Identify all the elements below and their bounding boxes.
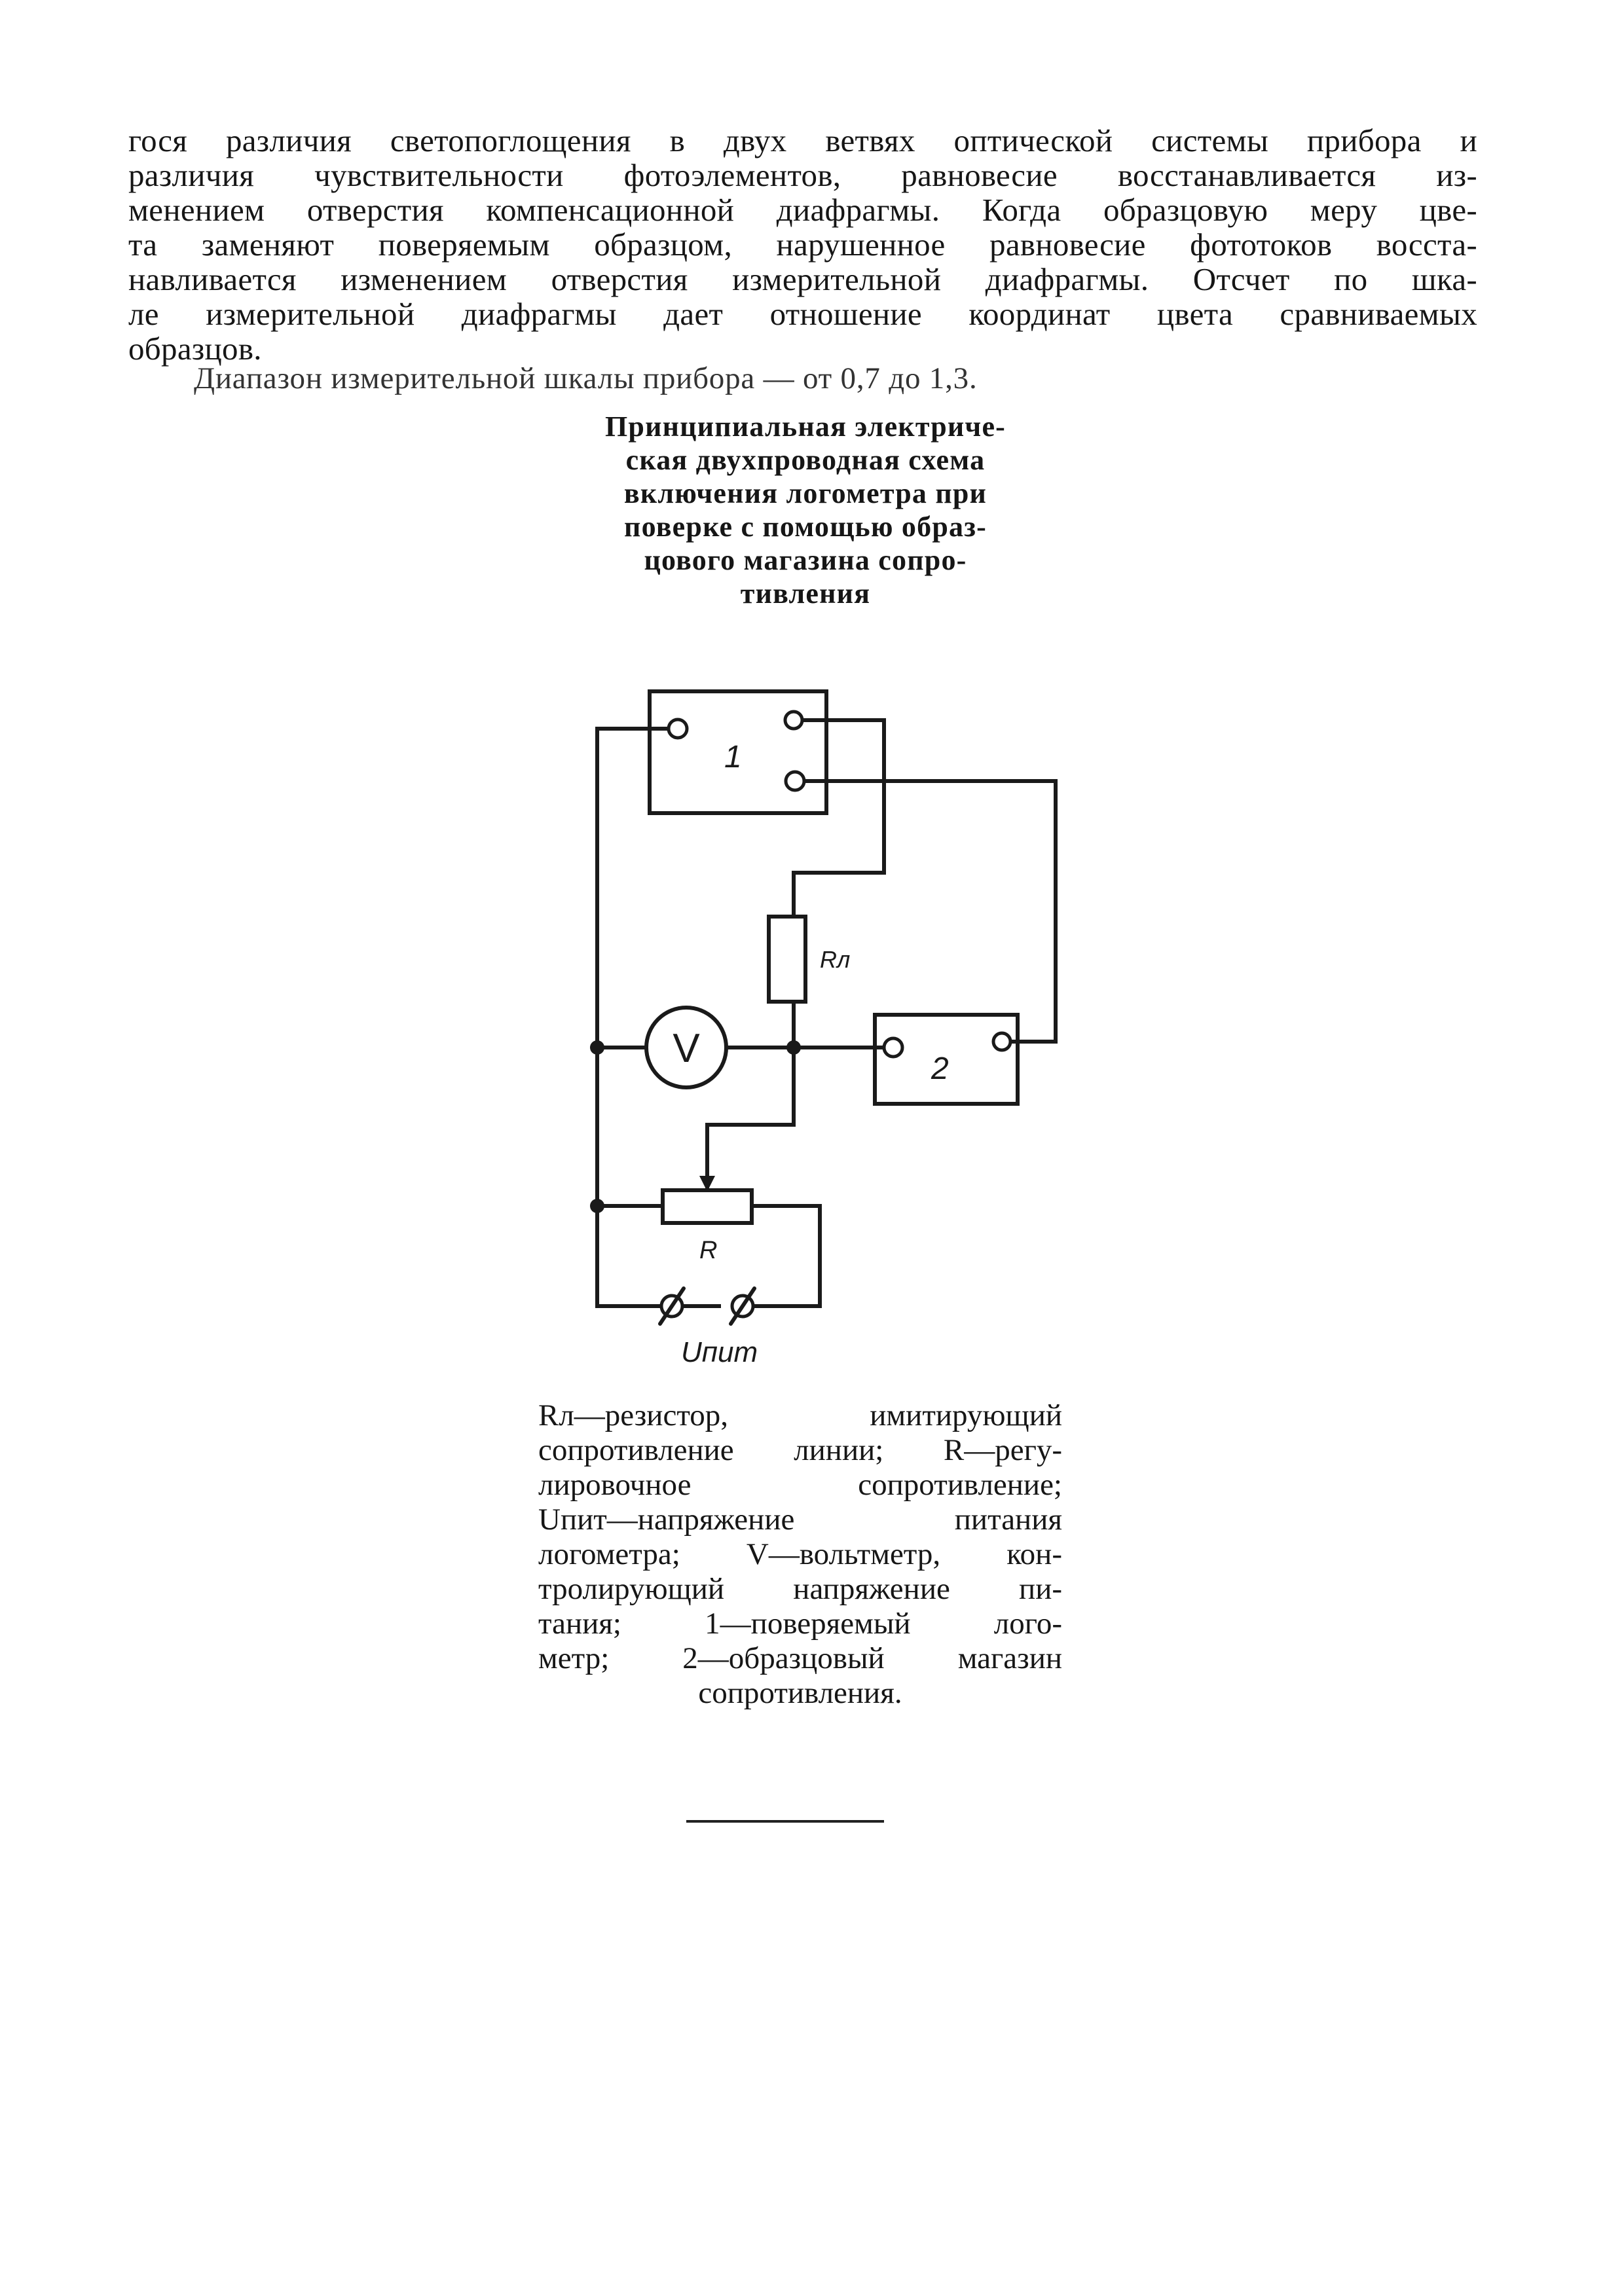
figure-title-line: включения логометра при xyxy=(623,477,987,509)
caption-line: Rл—резистор, имитирующий xyxy=(538,1398,1062,1432)
circuit-diagram xyxy=(563,674,1087,1381)
adjust-resistor xyxy=(663,1190,752,1223)
logometer-terminal-bottom-right xyxy=(786,772,804,790)
figure-title-line: тивления xyxy=(740,577,871,610)
body-line: образцов. xyxy=(128,331,262,367)
logometer-terminal-top-right xyxy=(785,712,802,729)
figure-caption xyxy=(538,1398,1062,1711)
body-line: менением отверстия компенсационной диафрагмы. Когда образцовую меру цве- xyxy=(128,192,1477,228)
box-terminal-right xyxy=(993,1033,1010,1050)
body-paragraph xyxy=(128,123,1477,366)
caption-line: тания; 1—поверяемый лого- xyxy=(538,1607,1062,1641)
figure-title xyxy=(537,410,1074,610)
caption-line: логометра; V—вольтметр, кон- xyxy=(538,1537,1062,1571)
line-resistor xyxy=(769,917,805,1002)
wire-pot-right xyxy=(752,1206,820,1306)
figure-title-line: цового магазина сопро- xyxy=(644,544,967,576)
junction-dot-left-voltmeter xyxy=(590,1040,604,1055)
voltmeter-label: V xyxy=(673,1026,700,1071)
wire-to-line-resistor xyxy=(794,720,884,917)
body-line: навливается изменением отверстия измерительной диафрагмы. Отсчет по шка- xyxy=(128,261,1477,297)
line-resistor-label: Rл xyxy=(820,946,851,973)
junction-dot-right-voltmeter xyxy=(786,1040,801,1055)
resistance-box-number-label: 2 xyxy=(931,1051,949,1086)
caption-line: сопротивление линии; R—регу- xyxy=(538,1433,1062,1467)
adjust-resistor-label: R xyxy=(699,1237,718,1264)
body-line: ле измерительной диафрагмы дает отношение координат цвета сравниваемых xyxy=(128,296,1477,332)
figure-title-line: Принципиальная электриче- xyxy=(604,410,1006,443)
wire-logometer-to-box xyxy=(804,781,1056,1042)
body-line: различия чувствительности фотоэлементов, равновесие восстанавливается из- xyxy=(128,157,1477,193)
caption-line: метр; 2—образцовый магазин xyxy=(538,1641,1062,1675)
figure-title-line: поверке с помощью образ- xyxy=(624,511,987,543)
body-line: та заменяют поверяемым образцом, нарушенное равновесие фототоков восста- xyxy=(128,227,1477,263)
caption-line: сопротивления. xyxy=(698,1676,902,1710)
caption-line: Uпит—напряжение питания xyxy=(538,1503,1062,1537)
supply-voltage-label: Uпит xyxy=(681,1336,758,1368)
caption-line: лировочное сопротивление; xyxy=(538,1468,1062,1502)
figure-title-line: ская двухпроводная схема xyxy=(625,444,986,476)
body-line: гося различия светопоглощения в двух ветвях оптической системы прибора и xyxy=(128,122,1477,158)
wire-left-rail xyxy=(597,729,670,1206)
scale-range-text: Диапазон измерительной шкалы прибора — от 0,7 до 1,3. xyxy=(194,361,978,395)
box-terminal-left xyxy=(884,1038,902,1057)
logometer-terminal-left xyxy=(669,720,687,738)
section-end-rule xyxy=(686,1820,884,1823)
logometer-number-label: 1 xyxy=(724,740,742,774)
junction-dot-potentiometer xyxy=(590,1199,604,1213)
caption-line: тролирующий напряжение пи- xyxy=(538,1572,1062,1606)
wire-supply-left xyxy=(597,1206,661,1306)
